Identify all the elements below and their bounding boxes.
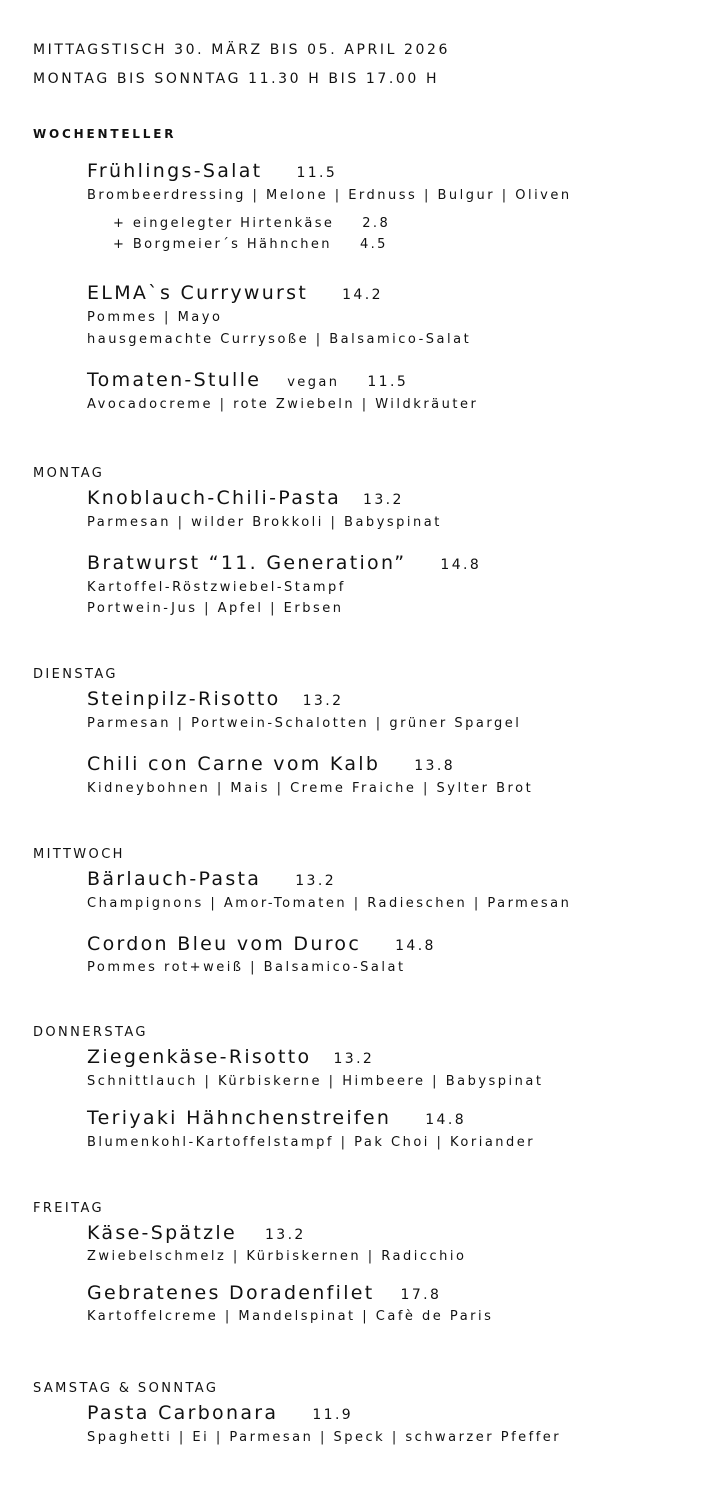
dish-title xyxy=(87,688,343,710)
dish-title xyxy=(87,753,455,775)
dish-description: Portwein-Jus | Apfel | Erbsen xyxy=(87,601,344,616)
dish-title xyxy=(87,1222,306,1244)
dish-name: Ziegenkäse-Risotto xyxy=(87,1046,312,1068)
dish-title xyxy=(87,868,336,890)
dish-name: Chili con Carne vom Kalb xyxy=(87,753,381,775)
section-title-freitag: FREITAG xyxy=(33,1201,105,1216)
dish-name: Bratwurst “11. Generation” xyxy=(87,552,407,574)
dish-description: Parmesan | wilder Brokkoli | Babyspinat xyxy=(87,515,442,530)
extra-price: 4.5 xyxy=(359,237,388,252)
dish-description: Pommes rot+weiß | Balsamico-Salat xyxy=(87,960,406,975)
section-title-dienstag: DIENSTAG xyxy=(33,667,118,682)
dish-description: Zwiebelschmelz | Kürbiskernen | Radicchio xyxy=(87,1249,467,1264)
vegan-tag: vegan xyxy=(287,375,340,390)
menu-date-range: MITTAGSTISCH 30. MÄRZ BIS 05. APRIL 2026 xyxy=(33,42,451,58)
extra-price: 2.8 xyxy=(362,216,391,231)
dish-price: 11.9 xyxy=(312,1407,354,1423)
dish-name: Cordon Bleu vom Duroc xyxy=(87,933,362,955)
dish-price: 13.2 xyxy=(295,873,337,889)
dish-description: Spaghetti | Ei | Parmesan | Speck | schwarzer Pfeffer xyxy=(87,1430,562,1445)
dish-price: 13.8 xyxy=(414,758,456,774)
dish-price: 14.8 xyxy=(440,557,482,573)
dish-title xyxy=(87,1282,441,1304)
dish-description: Kidneybohnen | Mais | Creme Fraiche | Sylter Brot xyxy=(87,781,534,796)
extra-label: + Borgmeier´s Hähnchen xyxy=(113,237,332,252)
dish-price: 13.2 xyxy=(363,492,404,508)
section-title-montag: MONTAG xyxy=(33,466,105,481)
dish-price: 14.2 xyxy=(342,287,383,303)
dish-price: 13.2 xyxy=(264,1227,306,1243)
dish-description: Schnittlauch | Kürbiskerne | Himbeere | Babyspinat xyxy=(87,1074,544,1089)
dish-title xyxy=(87,1107,466,1129)
dish-price: 13.2 xyxy=(302,693,344,709)
extra-label: + eingelegter Hirtenkäse xyxy=(113,216,335,231)
dish-title xyxy=(87,1402,353,1424)
dish-description: Blumenkohl-Kartoffelstampf | Pak Choi | Koriander xyxy=(87,1135,536,1150)
dish-price: 14.8 xyxy=(395,938,436,954)
dish-name: Pasta Carbonara xyxy=(87,1402,279,1424)
dish-extra xyxy=(113,237,388,252)
dish-name: Käse-Spätzle xyxy=(87,1222,237,1244)
dish-title xyxy=(87,282,383,304)
dish-title xyxy=(87,160,337,182)
dish-name: Frühlings-Salat xyxy=(87,160,263,182)
dish-price: 17.8 xyxy=(400,1287,442,1303)
dish-price: 11.5 xyxy=(367,374,409,390)
menu-opening-hours: MONTAG BIS SONNTAG 11.30 H BIS 17.00 H xyxy=(33,71,440,87)
dish-title xyxy=(87,552,481,574)
dish-description: Kartoffelcreme | Mandelspinat | Cafè de Paris xyxy=(87,1309,494,1324)
dish-title xyxy=(87,1046,374,1068)
section-title-wochenteller: WOCHENTELLER xyxy=(33,127,177,141)
dish-title xyxy=(87,487,404,509)
dish-price: 14.8 xyxy=(425,1112,467,1128)
dish-description: Parmesan | Portwein-Schalotten | grüner Spargel xyxy=(87,716,522,731)
section-title-wochenende: SAMSTAG & SONNTAG xyxy=(33,1381,219,1396)
dish-title xyxy=(87,933,436,955)
section-title-mittwoch: MITTWOCH xyxy=(33,847,125,862)
dish-price: 11.5 xyxy=(296,165,338,181)
dish-name: ELMA`s Currywurst xyxy=(87,282,309,304)
dish-name: Gebratenes Doradenfilet xyxy=(87,1282,375,1304)
dish-description: Brombeerdressing | Melone | Erdnuss | Bulgur | Oliven xyxy=(87,188,572,203)
dish-name: Bärlauch-Pasta xyxy=(87,868,262,890)
dish-description: Champignons | Amor-Tomaten | Radieschen | Parmesan xyxy=(87,896,572,911)
dish-description: Pommes | Mayo xyxy=(87,310,223,325)
section-title-donnerstag: DONNERSTAG xyxy=(33,1025,148,1040)
dish-extra xyxy=(113,216,390,231)
dish-name: Tomaten-Stulle xyxy=(87,369,262,391)
dish-title xyxy=(87,369,408,391)
dish-price: 13.2 xyxy=(333,1051,375,1067)
dish-description: Kartoffel-Röstzwiebel-Stampf xyxy=(87,580,346,595)
dish-name: Knoblauch-Chili-Pasta xyxy=(87,487,342,509)
dish-name: Teriyaki Hähnchenstreifen xyxy=(87,1107,392,1129)
dish-description: hausgemachte Currysoße | Balsamico-Salat xyxy=(87,332,472,347)
dish-description: Avocadocreme | rote Zwiebeln | Wildkräuter xyxy=(87,397,479,412)
dish-name: Steinpilz-Risotto xyxy=(87,688,281,710)
